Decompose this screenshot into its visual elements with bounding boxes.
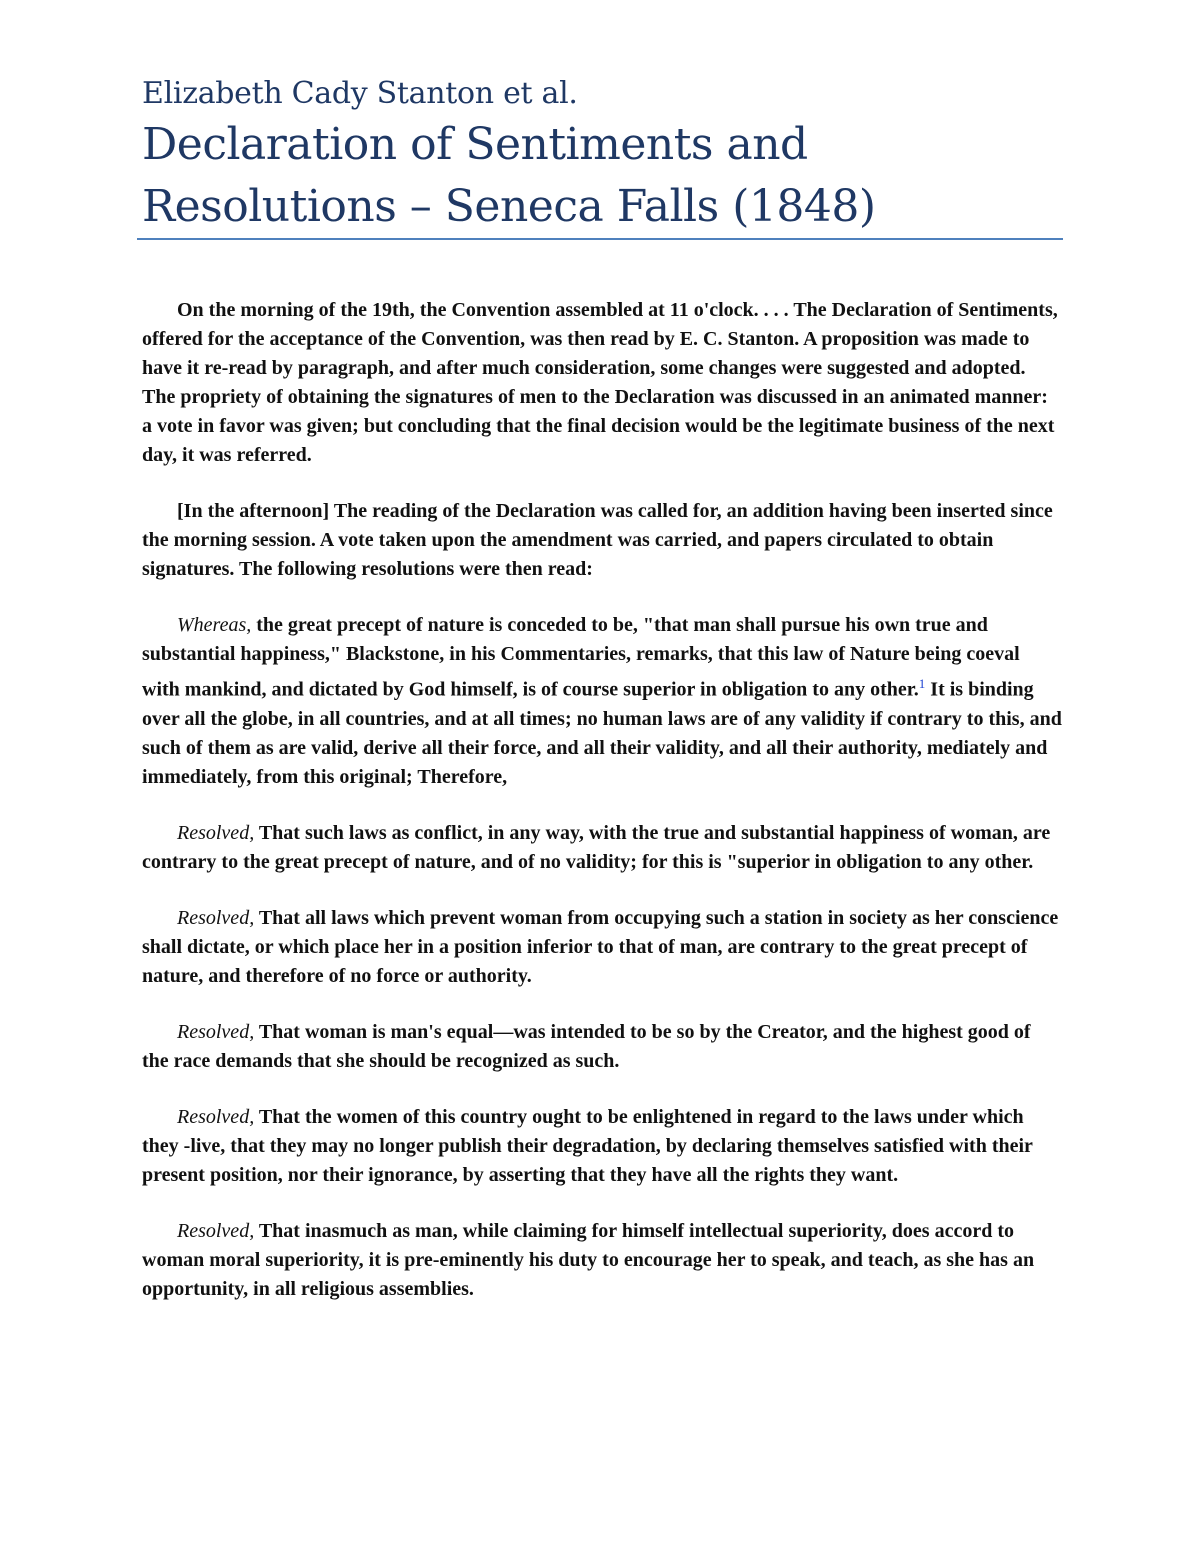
paragraph-text: That woman is man's equal—was intended to be so by the Creator, and the highest good of the race demands that she should be recognized as such.	[142, 1020, 1031, 1072]
paragraph-text: the great precept of nature is conceded to be, "that man shall pursue his own true and substantial happiness," Blackstone, in his Commentaries, remarks, that this law of Nature being coeval with mankind, and dictated by God himself, is of course superior in obligation to any other.	[142, 614, 1020, 701]
title-line-2: Resolutions – Seneca Falls (1848)	[142, 181, 876, 232]
author-line: Elizabeth Cady Stanton et al.	[142, 76, 578, 111]
paragraph-afternoon-session	[142, 497, 1062, 584]
paragraph-lead-word: Resolved,	[177, 906, 255, 929]
paragraph-text: That the women of this country ought to be enlightened in regard to the laws under which they -live, that they may no longer publish their degradation, by declaring themselves satisfied with their present position, nor their ignorance, by asserting that they have all the rights they want.	[142, 1105, 1033, 1186]
paragraph-text: It is binding over all the globe, in all countries, and at all times; no human laws are of any validity if contrary to this, and such of them as are valid, derive all their force, and all their validity, and all their authority, mediately and immediately, from this original; Therefore,	[142, 678, 1062, 788]
paragraph-text: That inasmuch as man, while claiming for himself intellectual superiority, does accord to woman moral superiority, it is pre-eminently his duty to encourage her to speak, and teach, as she has an opportunity, in all religious assemblies.	[142, 1219, 1035, 1300]
paragraph-lead-word: Resolved,	[177, 1219, 255, 1242]
paragraph-text: On the morning of the 19th, the Convention assembled at 11 o'clock. . . . The Declaration of Sentiments, offered for the acceptance of the Convention, was then read by E. C. Stanton. A proposition was made to have it re-read by paragraph, and after much consideration, some changes were suggested and adopted. The propriety of obtaining the signatures of men to the Declaration was discussed in an animated manner: a vote in favor was given; but concluding that the final decision would be the legitimate business of the next day, it was referred.	[142, 299, 1058, 466]
paragraph-lead-word: Resolved,	[177, 821, 255, 844]
paragraph-whereas	[142, 611, 1062, 792]
document-header	[142, 74, 1062, 238]
paragraph-text: That all laws which prevent woman from occupying such a station in society as her conscience shall dictate, or which place her in a position inferior to that of man, are contrary to the great precept of nature, and therefore of no force or authority.	[142, 906, 1059, 987]
paragraph-text: That such laws as conflict, in any way, with the true and substantial happiness of woman, are contrary to the great precept of nature, and of no validity; for this is "superior in obligation to any other.	[142, 821, 1051, 873]
paragraph-resolution-4	[142, 1103, 1062, 1190]
paragraph-lead-word: Resolved,	[177, 1105, 255, 1128]
title-line-1: Declaration of Sentiments and	[142, 119, 808, 170]
paragraph-resolution-1	[142, 819, 1062, 877]
paragraph-resolution-2	[142, 904, 1062, 991]
footnote-reference-link[interactable]: 1	[918, 676, 926, 691]
document-body	[142, 296, 1062, 1331]
paragraph-resolution-5	[142, 1217, 1062, 1304]
paragraph-resolution-3	[142, 1018, 1062, 1076]
paragraph-lead-word: Whereas,	[177, 614, 252, 636]
paragraph-lead-word: Resolved,	[177, 1020, 255, 1043]
paragraph-text: [In the afternoon] The reading of the Declaration was called for, an addition having been inserted since the morning session. A vote taken upon the amendment was carried, and papers circulated to obtain signatures. The following resolutions were then read:	[142, 500, 1053, 580]
paragraph-morning-session	[142, 296, 1062, 470]
title-underline-rule	[137, 238, 1063, 240]
